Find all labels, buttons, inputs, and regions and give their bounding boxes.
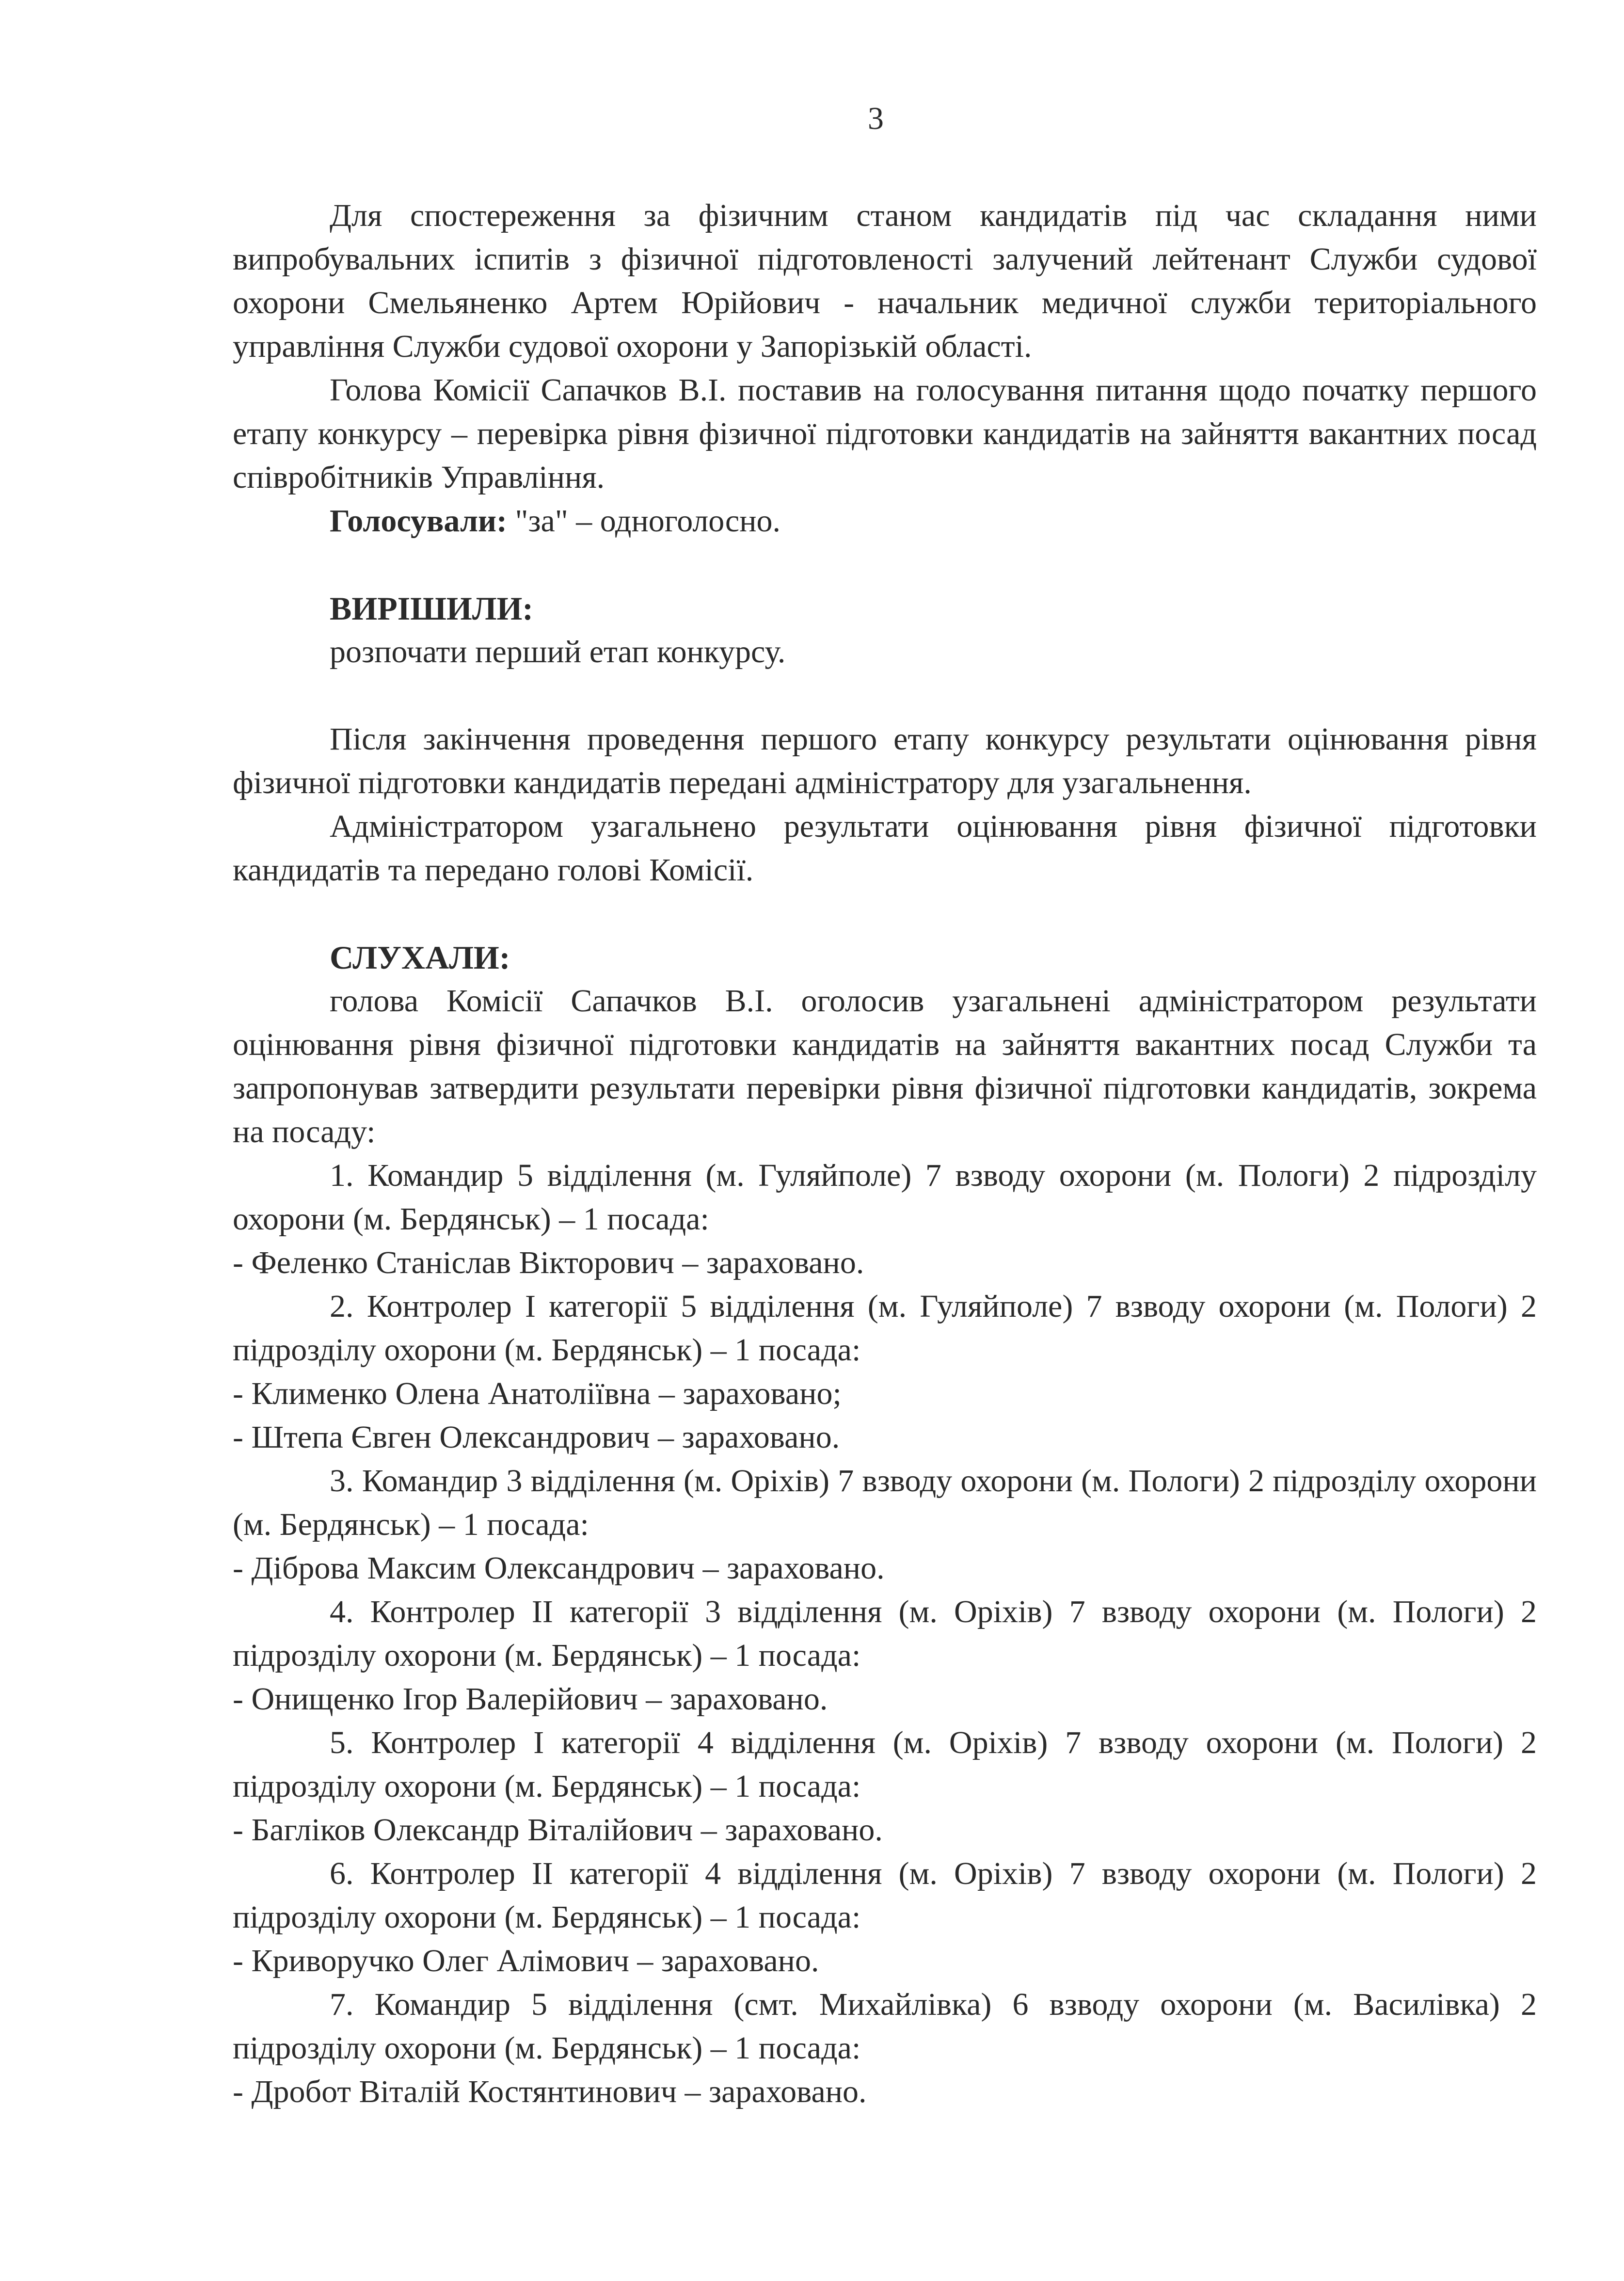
vote-label: Голосували:: [330, 503, 508, 539]
heard-heading: СЛУХАЛИ:: [330, 939, 510, 976]
paragraph-results-summarized: Адміністратором узагальнено результати оцінювання рівня фізичної підготовки кандидатів та передано голові Комісії.: [233, 809, 1537, 888]
paragraph-results-passed: Після закінчення проведення першого етапу конкурсу результати оцінювання рівня фізичної підготовки кандидатів передані адміністратору для узагальнення.: [233, 721, 1537, 800]
candidate-line: - Клименко Олена Анатоліївна – зараховано;: [233, 1376, 842, 1411]
candidate-line: - Дробот Віталій Костянтинович – зараховано.: [233, 2074, 867, 2109]
paragraph-observation: Для спостереження за фізичним станом кандидатів під час складання ними випробувальних іспитів з фізичної підготовленості залучений лейтенант Служби судової охорони Смельяненко Артем Юрійович - начальник медичної служби територіального управління Служби судової охорони у Запорізькій області.: [233, 198, 1537, 364]
page-number: 3: [868, 101, 884, 136]
position-title: 3. Командир 3 відділення (м. Оріхів) 7 взводу охорони (м. Пологи) 2 підрозділу охорони (м. Бердянськ) – 1 посада:: [233, 1463, 1537, 1542]
position-title: 4. Контролер ІІ категорії 3 відділення (м. Оріхів) 7 взводу охорони (м. Пологи) 2 підрозділу охорони (м. Бердянськ) – 1 посада:: [233, 1594, 1537, 1673]
position-item: [233, 1285, 1537, 1459]
candidate-line: - Діброва Максим Олександрович – зараховано.: [233, 1550, 885, 1586]
document-body: [233, 194, 1537, 2114]
paragraph-announcement: голова Комісії Сапачков В.І. оголосив узагальнені адміністратором результати оцінювання рівня фізичної підготовки кандидатів на зайняття вакантних посад Служби та запропонував затвердити результати перевірки рівня фізичної підготовки кандидатів, зокрема на посаду:: [233, 983, 1537, 1149]
position-item: [233, 1154, 1537, 1285]
candidate-line: - Онищенко Ігор Валерійович – зараховано.: [233, 1681, 828, 1717]
candidate-line: - Криворучко Олег Алімович – зараховано.: [233, 1943, 819, 1978]
position-title: 7. Командир 5 відділення (смт. Михайлівка) 6 взводу охорони (м. Василівка) 2 підрозділу охорони (м. Бердянськ) – 1 посада:: [233, 1987, 1537, 2066]
candidate-line: - Феленко Станіслав Вікторович – зараховано.: [233, 1245, 864, 1280]
position-item: [233, 1721, 1537, 1852]
decided-heading: ВИРІШИЛИ:: [330, 590, 534, 627]
position-item: [233, 1459, 1537, 1590]
paragraph-vote-question: Голова Комісії Сапачков В.І. поставив на голосування питання щодо початку першого етапу конкурсу – перевірка рівня фізичної підготовки кандидатів на зайняття вакантних посад співробітників Управління.: [233, 372, 1537, 495]
position-item: [233, 1852, 1537, 1983]
vote-text: "за" – одноголосно.: [507, 503, 781, 539]
decided-text: розпочати перший етап конкурсу.: [330, 634, 786, 670]
position-title: 6. Контролер ІІ категорії 4 відділення (м. Оріхів) 7 взводу охорони (м. Пологи) 2 підрозділу охорони (м. Бердянськ) – 1 посада:: [233, 1856, 1537, 1935]
position-title: 5. Контролер І категорії 4 відділення (м. Оріхів) 7 взводу охорони (м. Пологи) 2 підрозділу охорони (м. Бердянськ) – 1 посада:: [233, 1725, 1537, 1804]
candidate-line: - Штепа Євген Олександрович – зараховано.: [233, 1420, 840, 1455]
position-title: 1. Командир 5 відділення (м. Гуляйполе) 7 взводу охорони (м. Пологи) 2 підрозділу охорони (м. Бердянськ) – 1 посада:: [233, 1158, 1537, 1237]
vote-result: [233, 499, 1537, 543]
candidate-line: - Багліков Олександр Віталійович – зараховано.: [233, 1812, 883, 1848]
positions-list: [233, 1154, 1537, 2114]
position-item: [233, 1983, 1537, 2114]
position-item: [233, 1590, 1537, 1721]
position-title: 2. Контролер І категорії 5 відділення (м. Гуляйполе) 7 взводу охорони (м. Пологи) 2 підрозділу охорони (м. Бердянськ) – 1 посада:: [233, 1289, 1537, 1368]
